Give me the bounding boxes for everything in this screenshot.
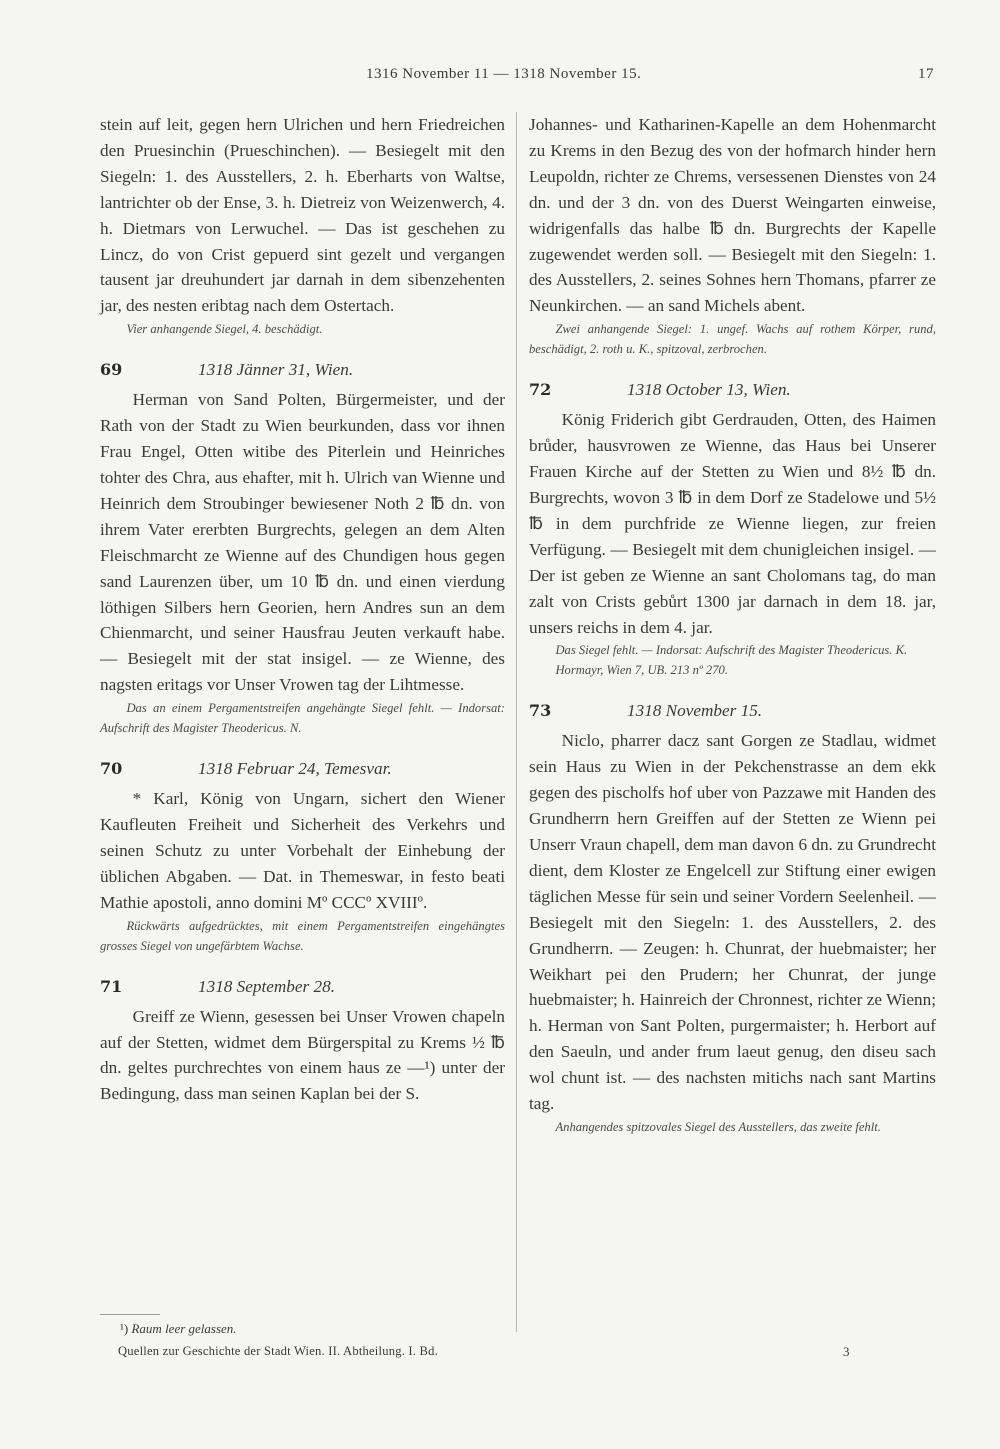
column-divider <box>516 112 517 1332</box>
entry-71-continuation: Johannes- und Katharinen-Kapelle an dem Hohenmarcht zu Krems in den Bezug des von der hofmarch hinder hern Leupoldn, richter ze Chrems, versessenen Dienstes von 24 dn. und der 3 dn. von des Duerst Weingarten einweise, widrigenfalls das halbe ℔ dn. Burgrechts der Kapelle zugewendet werden soll. — Besiegelt mit den Siegeln: 1. des Ausstellers, 2. seines Sohnes hern Thomans, pfarrer ze Neunkirchen. — an sand Michels abent. <box>529 115 936 316</box>
running-header <box>0 66 1000 90</box>
entry-note: Rückwärts aufgedrücktes, mit einem Pergamentstreifen eingehängtes grosses Siegel von ungefärbtem Wachse. <box>100 918 505 953</box>
right-column <box>529 112 936 1137</box>
footnote-text: Raum leer gelassen. <box>131 1321 237 1336</box>
entry-date: 1318 Februar 24, Temesvar. <box>198 759 392 779</box>
continuation-seal-note: Vier anhangende Siegel, 4. beschädigt. <box>126 322 323 337</box>
entry-number: 70 <box>100 759 123 779</box>
sheet-signature: 3 <box>843 1344 850 1359</box>
entry-heading <box>529 698 936 724</box>
entry-note: Das Siegel fehlt. — Indorsat: Aufschrift des Magister Theodericus. K. <box>555 643 908 658</box>
entry-number: 73 <box>529 701 552 721</box>
entry-date: 1318 Jänner 31, Wien. <box>198 360 354 380</box>
entry-reference: Hormayr, Wien 7, UB. 213 nº 270. <box>555 663 728 678</box>
entry-heading <box>529 377 936 403</box>
entry-70 <box>100 756 505 956</box>
entry-69 <box>100 357 505 738</box>
entry-73 <box>529 698 936 1137</box>
entry-heading <box>100 756 505 782</box>
entry-number: 71 <box>100 976 123 996</box>
header-date-range: 1316 November 11 — 1318 November 15. <box>366 66 642 82</box>
entry-number: 69 <box>100 360 123 380</box>
footnote <box>120 1320 237 1338</box>
footnote-rule <box>100 1314 160 1315</box>
entry-text: König Friderich gibt Gerdrauden, Otten, des Haimen brůder, hausvrowen ze Wienne, das Haus bei Unserer Frauen Kirche auf der Stetten zu Wien und 8½ ℔ dn. Burgrechts, wovon 3 ℔ in dem Dorf ze Stadelowe und 5½ ℔ in dem purchfride ze Wienne liegen, zur freien Verfügung. — Besiegelt mit dem chunigleichen insigel. — Der ist geben ze Wienne an sant Cholomans tag, do man zalt von Crists gebůrt 1300 jar darnach in dem 18. jar, unsers reichs in dem 4. jar. <box>529 410 936 637</box>
entry-text: Niclo, pharrer dacz sant Gorgen ze Stadlau, widmet sein Haus zu Wien in der Pekchenstrasse an dem ekk gegen des pischolfs hof uber von Pazzawe mit Handen des Grundherrn hern Greiffen auf der Stetten ze Wienn pei Unserr Vraun chapell, dem man davon 6 dn. zu Grundrecht dient, dem Kloster ze Engelcell zur Stiftung einer ewigen täglichen Messe für sein und seiner Vordern Seelenheil. — Besiegelt mit den Siegeln: 1. des Ausstellers, 2. des Grundherrn. — Zeugen: h. Chunrat, der huebmaister; her Weikhart pei den Prudern; her Chunrat, der junge huebmaister; h. Hainreich der Chronnest, richter ze Wienn; h. Herman von Sant Polten, purgermaister; h. Herbort auf den Saeuln, und ander frum laeut genug, den diseu sach wol chunt ist. — des nachsten mitichs nach sant Martins tag. <box>529 731 936 1114</box>
entry-text: Greiff ze Wienn, gesessen bei Unser Vrowen chapeln auf der Stetten, widmet dem Bürgerspital zu Krems ½ ℔ dn. geltes purchrechtes von einem haus ze —¹) unter der Bedingung, dass man seinen Kaplan bei der S. <box>100 1006 505 1104</box>
left-column <box>100 112 505 1107</box>
entry-text: * Karl, König von Ungarn, sichert den Wiener Kaufleuten Freiheit und Sicherheit des Verkehrs und seinen Schutz zu unter Vorbehalt der Einhebung der üblichen Abgaben. — Dat. in Themeswar, in festo beati Mathie apostoli, anno domini Mº CCCº XVIIIº. <box>100 789 505 912</box>
entry-72 <box>529 377 936 680</box>
entry-note: Anhangendes spitzovales Siegel des Ausstellers, das zweite fehlt. <box>555 1120 881 1134</box>
entry-heading <box>100 357 505 383</box>
entry-date: 1318 September 28. <box>198 976 335 996</box>
page-number: 17 <box>918 66 934 82</box>
footnote-mark: ¹) <box>120 1321 129 1336</box>
entry-date: 1318 October 13, Wien. <box>627 380 791 400</box>
entry-note: Das an einem Pergamentstreifen angehängte Siegel fehlt. — Indorsat: Aufschrift des Magister Theodericus. N. <box>100 701 505 736</box>
continuation-text: stein auf leit, gegen hern Ulrichen und hern Friedreichen den Pruesinchin (Prueschinchen). — Besiegelt mit den Siegeln: 1. des Ausstellers, 2. h. Eberharts von Waltse, lantrichter ob der Ense, 3. h. Dietreiz von Weizenwerch, 4. h. Dietmars von Lerwuchel. — Das ist geschehen zu Lincz, do von Crist gepuerd sint gezelt und vergangen tausent jar dreuhundert jar darnah in dem sibenzehenten jar, des nesten eribtag nach dem Ostertach. <box>100 115 505 316</box>
entry-71-note: Zwei anhangende Siegel: 1. ungef. Wachs auf rothem Körper, rund, beschädigt, 2. roth u. K., spitzoval, zerbrochen. <box>529 322 936 357</box>
entry-heading <box>100 974 505 1000</box>
entry-text: Herman von Sand Polten, Bürgermeister, und der Rath von der Stadt zu Wien beurkunden, dass vor ihnen Frau Engel, Otten witibe des Piterlein und Heinriches tohter des Chra, aus ehafter, mit h. Ulrich van Wienne und Heinrich dem Stroubinger bewiesener Noth 2 ℔ dn. von ihrem Vater ererbten Burgrechts, gelegen an dem Alten Fleischmarcht ze Wienne auf des Chundigen hous gegen sand Laurenzen über, um 10 ℔ dn. und einen vierdung löthigen Silbers hern Georien, hern Andres sun an dem Chienmarcht, und seiner Hausfrau Jeuten verkauft habe. — Besiegelt mit der stat insigel. — ze Wienne, des nagsten eritags vor Unser Vrowen tag der Lihtmesse. <box>100 390 505 695</box>
entry-number: 72 <box>529 380 552 400</box>
source-footer: Quellen zur Geschichte der Stadt Wien. II. Abtheilung. I. Bd. <box>118 1344 438 1358</box>
entry-71 <box>100 974 505 1108</box>
entry-date: 1318 November 15. <box>627 701 763 721</box>
